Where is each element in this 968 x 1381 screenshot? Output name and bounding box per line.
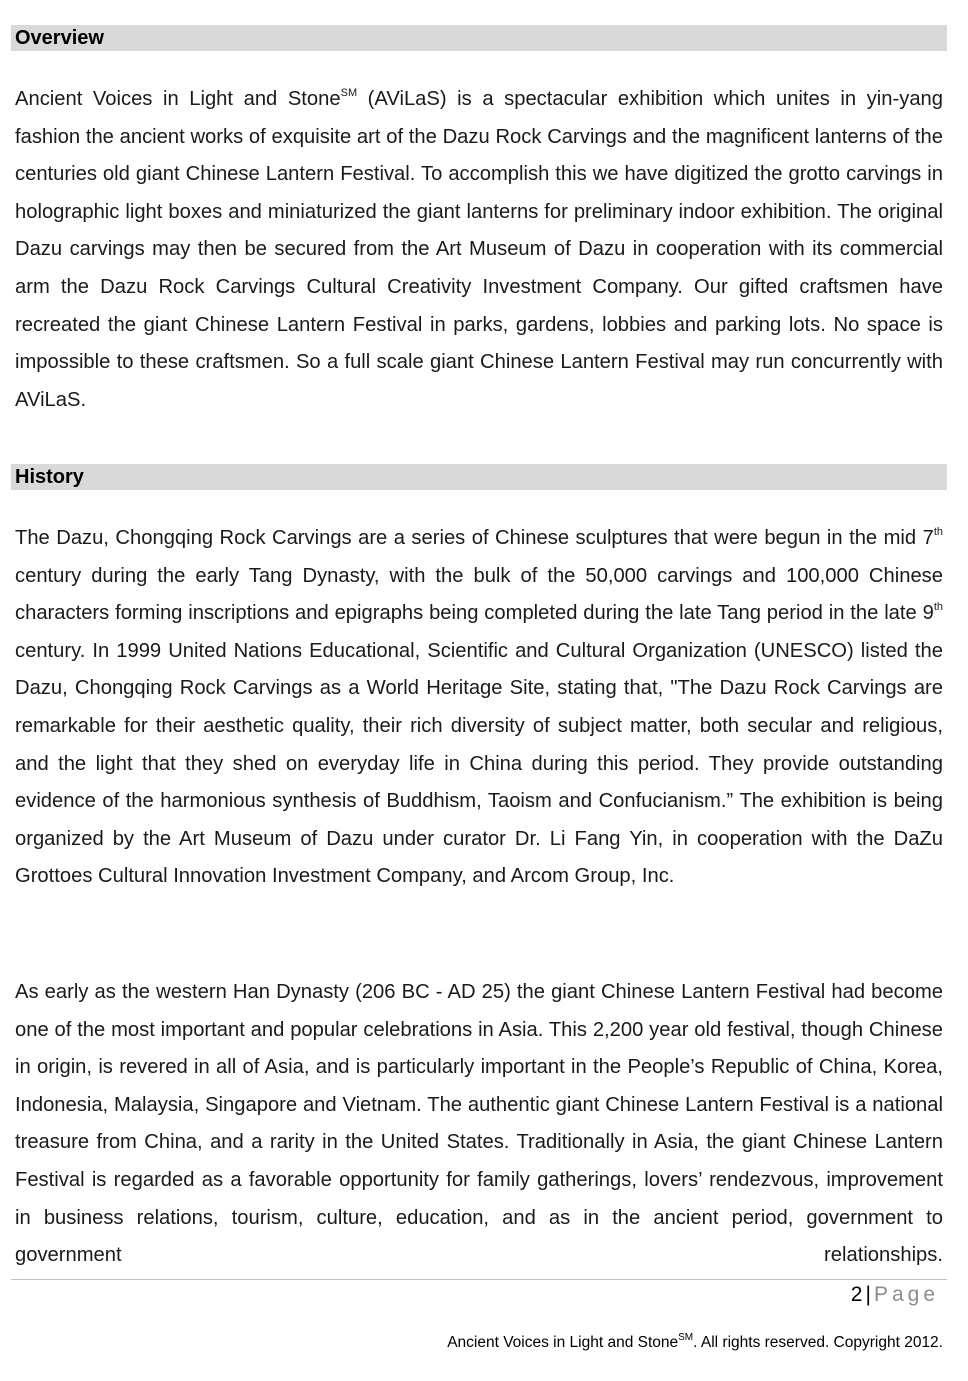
history-text-part-2: century during the early Tang Dynasty, with the bulk of the 50,000 carvings and 100,000 Chinese characters forming inscriptions and epigraphs being completed during the late Tang period in the late 9 bbox=[15, 564, 943, 625]
copyright-service-mark: SM bbox=[678, 1332, 694, 1343]
copyright-notice bbox=[447, 1333, 943, 1353]
ordinal-superscript-9th: th bbox=[933, 601, 943, 614]
overview-text-rest: (AViLaS) is a spectacular exhibition which unites in yin-yang fashion the ancient works of exquisite art of the Dazu Rock Carvings and the magnificent lanterns of the centuries old giant Chinese Lantern Festival. To accomplish this we have digitized the grotto carvings in holographic light boxes and miniaturized the giant lanterns for preliminary indoor exhibition. The original Dazu carvings may then be secured from the Art Museum of Dazu in cooperation with its commercial arm the Dazu Rock Carvings Cultural Creativity Investment Company. Our gifted craftsmen have recreated the giant Chinese Lantern Festival in parks, gardens, lobbies and parking lots. No space is impossible to these craftsmen. So a full scale giant Chinese Lantern Festival may run concurrently with AViLaS. bbox=[15, 88, 944, 411]
overview-text-start: Ancient Voices in Light and Stone bbox=[15, 88, 341, 110]
copyright-text-start: Ancient Voices in Light and Stone bbox=[447, 1334, 679, 1351]
page-label: Page bbox=[873, 1283, 939, 1306]
history-heading: History bbox=[11, 464, 947, 490]
copyright-text-rest: . All rights reserved. Copyright 2012. bbox=[693, 1334, 943, 1351]
page-number bbox=[851, 1282, 939, 1308]
ordinal-superscript-7th: th bbox=[933, 526, 943, 538]
footer-divider bbox=[11, 1279, 947, 1280]
history-paragraph-2: As early as the western Han Dynasty (206 BC - AD 25) the giant Chinese Lantern Festival had become one of the most important and popular celebrations in Asia. This 2,200 year old festival, though Chinese in origin, is revered in all of Asia, and is particularly important in the People’s Republic of China, Korea, Indonesia, Malaysia, Singapore and Vietnam. The authentic giant Chinese Lantern Festival is a national treasure from China, and a rarity in the United States. Traditionally in Asia, the giant Chinese Lantern Festival is regarded as a favorable opportunity for family gatherings, lovers’ rendezvous, improvement in business relations, tourism, culture, education, and as in the ancient period, government to government relationships. bbox=[15, 981, 943, 1267]
history-text-part-3: century. In 1999 United Nations Educational, Scientific and Cultural Organization (UNESCO) listed the Dazu, Chongqing Rock Carvings as a World Heritage Site, stating that, "The Dazu Rock Carvings are remarkable for their aesthetic quality, their rich diversity of subject matter, both secular and religious, and the light that they shed on everyday life in China during this period. They provide outstanding evidence of the harmonious synthesis of Buddhism, Taoism and Confucianism.” The exhibition is being organized by the Art Museum of Dazu under curator Dr. Li Fang Yin, in cooperation with the DaZu Grottoes Cultural Innovation Investment Company, and Arcom Group, Inc. bbox=[15, 639, 943, 888]
service-mark-superscript: SM bbox=[340, 87, 358, 99]
page-number-separator: | bbox=[865, 1283, 871, 1306]
page-number-value: 2 bbox=[850, 1283, 863, 1306]
history-paragraph-1 bbox=[15, 520, 943, 896]
overview-paragraph bbox=[15, 81, 943, 419]
overview-heading: Overview bbox=[11, 25, 947, 51]
history-text-part-1: The Dazu, Chongqing Rock Carvings are a series of Chinese sculptures that were begun in the mid 7 bbox=[15, 527, 934, 549]
